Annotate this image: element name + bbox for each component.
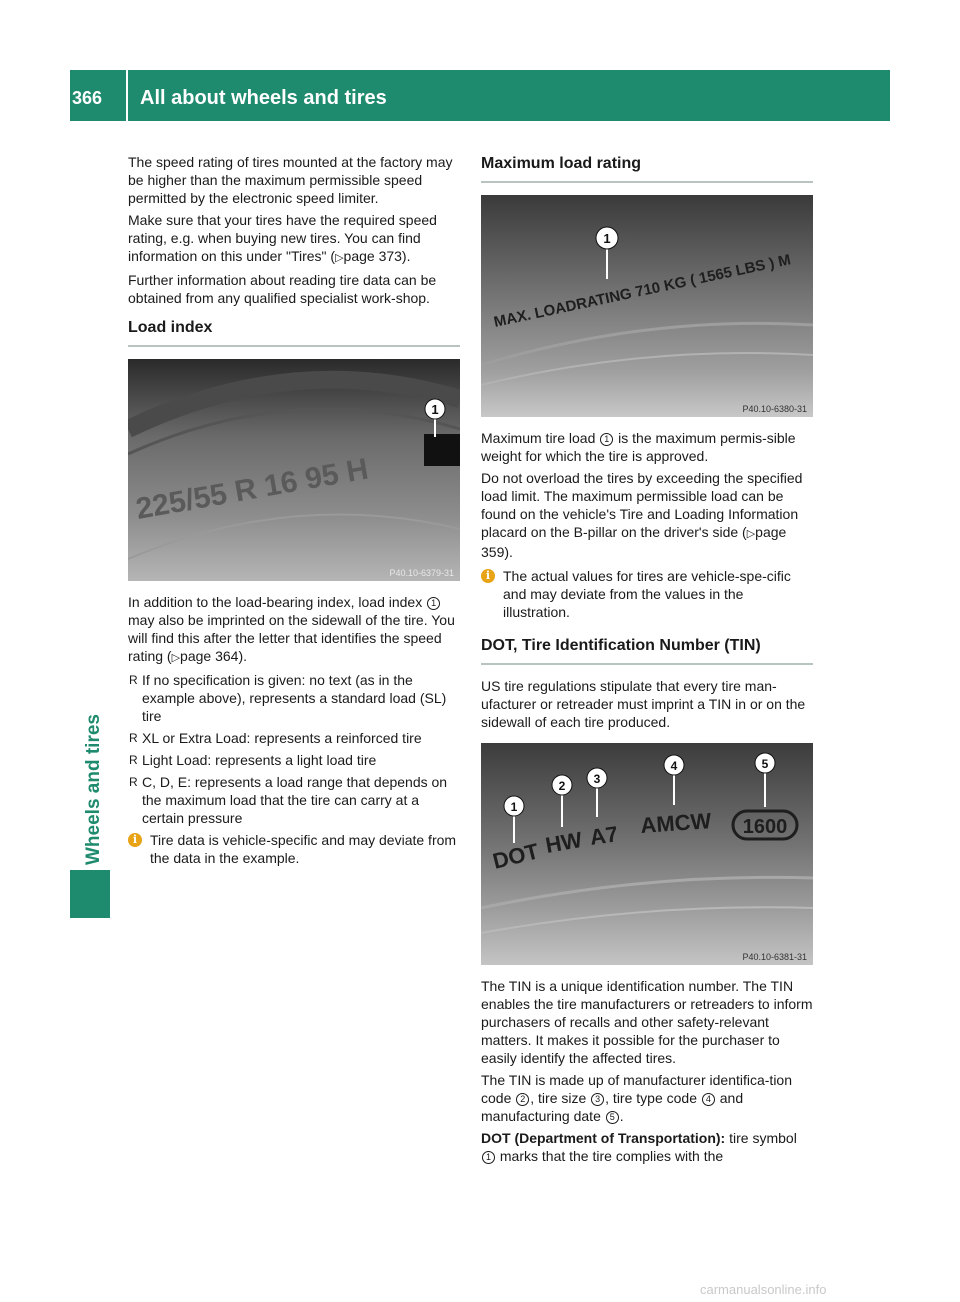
- callout-2-marker: 2: [516, 1093, 529, 1106]
- load-index-heading: Load index: [128, 317, 460, 347]
- side-tab-block: [70, 870, 110, 918]
- right-column: [481, 153, 813, 1169]
- page-reference-icon: ▷: [171, 652, 181, 664]
- max-load-paragraph: Maximum tire load 1 is the maximum permis-sible weight for which the tire is approved.: [481, 430, 796, 464]
- load-index-tire-photo: [128, 359, 460, 581]
- bullet-icon: R: [129, 775, 138, 789]
- tire-size-marking: 225/55 R 16 95 H: [133, 452, 371, 526]
- dot-term: DOT (Department of Transportation):: [481, 1130, 726, 1146]
- callout-1-label: 1: [510, 800, 518, 814]
- callout-5-label: 5: [761, 757, 769, 771]
- page-359-link[interactable]: page 359).: [481, 524, 787, 560]
- bullet-icon: R: [129, 731, 138, 745]
- tire-sidewall-illustration: [481, 195, 813, 417]
- page-364-link[interactable]: page 364).: [180, 648, 247, 664]
- tin-purpose-paragraph: The TIN is a unique identification number. The TIN enables the tire manufacturers or retreaders to inform purchasers of recalls and other safety-relevant matters. It makes it possible for the purchaser to easily identify the affected tires.: [481, 978, 813, 1066]
- callout-1-marker: 1: [427, 597, 440, 610]
- callout-1-marker: 1: [600, 433, 613, 446]
- tin-tire-photo: [481, 743, 813, 965]
- list-item: R If no specification is given: no text (as in the example above), represents a standard load (SL) tire: [129, 672, 447, 724]
- tire-sidewall-illustration: [128, 359, 460, 581]
- info-note-text: The actual values for tires are vehicle-spe-cific and may deviate from the values in the illustration.: [503, 568, 791, 620]
- dot-paragraph: DOT (Department of Transportation): tire symbol 1 marks that the tire complies with the: [481, 1130, 797, 1164]
- callout-4-marker: 4: [702, 1093, 715, 1106]
- side-tab-text: Wheels and tires: [83, 714, 104, 865]
- info-note-text: Tire data is vehicle-specific and may deviate from the data in the example.: [150, 832, 457, 866]
- callout-5-marker: 5: [606, 1111, 619, 1124]
- tin-structure-paragraph: The TIN is made up of manufacturer identifica-tion code 2 , tire size 3 , tire type code 4 and manufacturing date 5 .: [481, 1072, 793, 1124]
- tin-heading: DOT, Tire Identification Number (TIN): [481, 635, 813, 665]
- callout-3-marker: 3: [591, 1093, 604, 1106]
- max-load-tire-photo: [481, 195, 813, 417]
- page-reference-icon: ▷: [335, 252, 344, 264]
- info-note: [128, 831, 460, 867]
- left-column: [128, 153, 460, 871]
- tin-dot-marking: DOT: [490, 838, 542, 874]
- bullet-icon: R: [129, 673, 138, 687]
- speed-rating-paragraph: The speed rating of tires mounted at the factory may be higher than the maximum permissible speed permitted by the electronic speed limiter.: [128, 154, 453, 206]
- tin-date-marking: 1600: [742, 816, 788, 838]
- tin-a7-marking: A7: [588, 821, 620, 850]
- page-373-link[interactable]: page 373).: [343, 248, 411, 264]
- info-icon: i: [481, 569, 495, 583]
- speed-rating-advice-paragraph: Make sure that your tires have the required speed rating, e.g. when buying new tires. You can find information on this under "Tires" (▷page 373).: [128, 212, 437, 264]
- page-number: 366: [72, 88, 103, 108]
- callout-4-label: 4: [670, 759, 678, 773]
- list-item: R C, D, E: represents a load range that depends on the maximum load that the tire can carry at a certain pressure: [129, 774, 448, 826]
- callout-1-label: 1: [431, 402, 439, 417]
- info-icon: i: [128, 833, 142, 847]
- callout-2-label: 2: [558, 779, 566, 793]
- callout-1-marker: 1: [482, 1151, 495, 1164]
- load-index-list: [128, 671, 460, 827]
- tin-amcw-marking: AMCW: [639, 808, 713, 838]
- footer-watermark: carmanualsonline.info: [700, 1282, 827, 1297]
- load-index-paragraph: In addition to the load-bearing index, load index 1 may also be imprinted on the sidewall of the tire. You will find this after the letter that identifies the speed rating (▷page 364).: [128, 594, 455, 664]
- header-divider: [126, 70, 128, 121]
- page-reference-icon: ▷: [746, 528, 756, 540]
- photo-code: P40.10-6379-31: [389, 568, 454, 578]
- max-load-marking: MAX. LOADRATING 710 KG ( 1565 LBS ) M: [492, 251, 793, 331]
- tin-regulation-paragraph: US tire regulations stipulate that every tire man-ufacturer or retreader must imprint a TIN in or on the sidewall of each tire produced.: [481, 678, 806, 730]
- photo-code: P40.10-6381-31: [742, 952, 807, 962]
- specialist-paragraph: Further information about reading tire data can be obtained from any qualified specialist work-shop.: [128, 272, 437, 306]
- bullet-icon: R: [129, 753, 138, 767]
- maximum-load-heading: Maximum load rating: [481, 153, 813, 183]
- list-item: R XL or Extra Load: represents a reinforced tire: [129, 730, 422, 746]
- callout-1-label: 1: [603, 231, 611, 246]
- photo-code: P40.10-6380-31: [742, 404, 807, 414]
- callout-3-label: 3: [593, 772, 601, 786]
- tin-hw-marking: HW: [543, 826, 584, 858]
- list-item: R Light Load: represents a light load tire: [129, 752, 377, 768]
- page-title: All about wheels and tires: [140, 87, 387, 109]
- info-note: [481, 567, 813, 621]
- overload-paragraph: Do not overload the tires by exceeding the specified load limit. The maximum permissible load can be found on the vehicle's Tire and Loading Information placard on the B-pillar on the driver's side (▷page 359).: [481, 470, 803, 560]
- tire-sidewall-illustration: [481, 743, 813, 965]
